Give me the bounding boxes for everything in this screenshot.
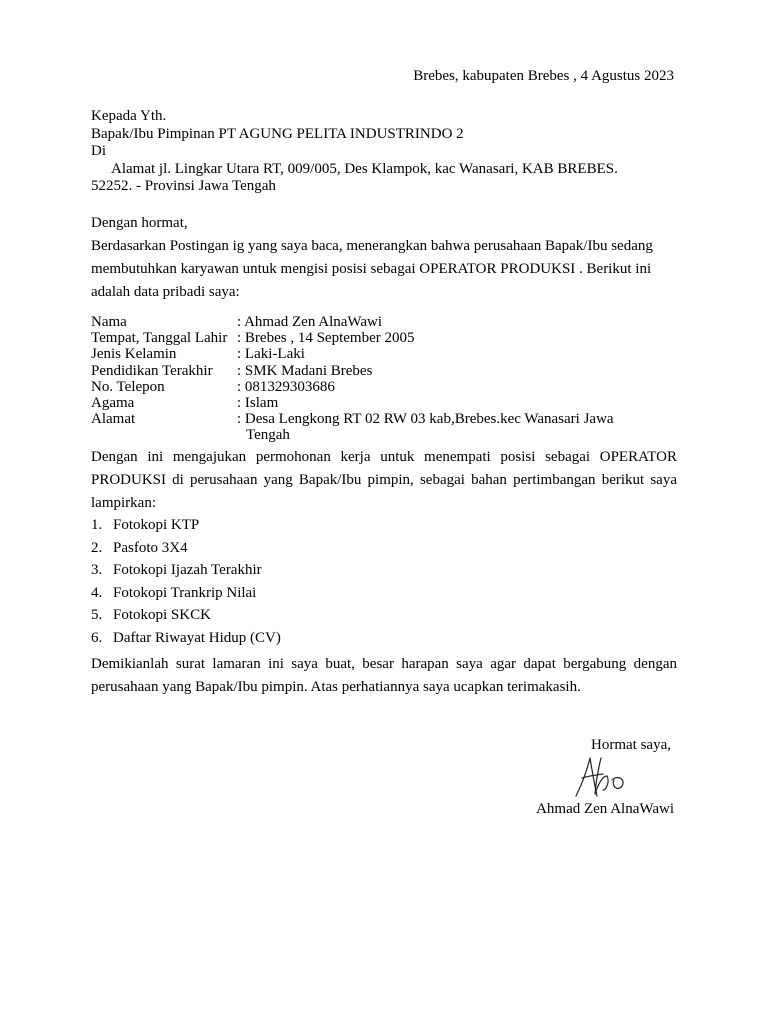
info-value: : SMK Madani Brebes [237, 362, 373, 379]
list-text: Fotokopi Trankrip Nilai [113, 584, 257, 601]
info-value-line: Tengah [246, 427, 290, 444]
list-number: 4. [91, 584, 103, 601]
list-number: 3. [91, 562, 103, 579]
list-item [91, 537, 281, 560]
info-value: : Laki-Laki [237, 346, 305, 363]
info-label: Alamat [91, 411, 136, 428]
list-number: 2. [91, 539, 103, 556]
recipient-address: Alamat jl. Lingkar Utara RT, 009/005, Des Klampok, kac Wanasari, KAB BREBES. [111, 160, 618, 177]
info-label: No. Telepon [91, 378, 165, 395]
list-text: Pasfoto 3X4 [113, 539, 188, 556]
info-value: : Islam [237, 395, 279, 412]
attachment-list [91, 514, 281, 650]
closing-paragraph: Demikianlah surat lamaran ini saya buat, besar harapan saya agar dapat bergabung dengan perusahaan yang Bapak/Ibu pimpin. Atas perhatiannya saya ucapkan terimakasih. [91, 656, 677, 695]
date-line: Brebes, kabupaten Brebes , 4 Agustus 2023 [413, 68, 674, 84]
recipient-line: Di [91, 143, 106, 159]
handwritten-signature [570, 752, 630, 800]
list-number: 5. [91, 607, 103, 624]
info-row [91, 314, 677, 330]
list-text: Fotokopi KTP [113, 517, 200, 533]
info-label: Jenis Kelamin [91, 346, 177, 363]
info-row [91, 330, 677, 346]
intro-paragraph: Berdasarkan Postingan ig yang saya baca, menerangkan bahwa perusahaan Bapak/Ibu sedang membutuhkan karyawan untuk mengisi posisi sebagai OPERATOR PRODUKSI . Berikut ini adalah data pribadi saya: [91, 238, 653, 300]
info-row [91, 346, 677, 362]
list-text: Fotokopi Ijazah Terakhir [113, 562, 262, 579]
info-row [91, 395, 677, 411]
list-item [91, 559, 281, 582]
info-value: : Brebes , 14 September 2005 [237, 330, 415, 347]
info-row [91, 411, 677, 443]
sign-greeting: Hormat saya, [591, 737, 671, 753]
recipient-line: Bapak/Ibu Pimpinan PT AGUNG PELITA INDUSTRINDO 2 [91, 125, 464, 142]
signer-name: Ahmad Zen AlnaWawi [536, 801, 674, 817]
info-label: Nama [91, 314, 127, 330]
list-item [91, 627, 281, 650]
info-value [237, 411, 677, 443]
info-value: : Ahmad Zen AlnaWawi [237, 314, 383, 330]
info-label: Tempat, Tanggal Lahir [91, 330, 228, 347]
info-row [91, 363, 677, 379]
recipient-line: Kepada Yth. [91, 108, 167, 124]
list-item [91, 514, 281, 537]
list-text: Fotokopi SKCK [113, 607, 211, 624]
info-label: Agama [91, 395, 135, 412]
info-value-line: : Desa Lengkong RT 02 RW 03 kab,Brebes.kec Wanasari Jawa [237, 411, 614, 428]
list-number: 6. [91, 629, 103, 646]
personal-info-table [91, 314, 677, 444]
salutation: Dengan hormat, [91, 215, 188, 231]
list-item [91, 582, 281, 605]
info-row [91, 379, 677, 395]
list-text: Daftar Riwayat Hidup (CV) [113, 629, 281, 646]
list-number: 1. [91, 517, 103, 533]
application-paragraph: Dengan ini mengajukan permohonan kerja untuk menempati posisi sebagai OPERATOR PRODUKSI di perusahaan yang Bapak/Ibu pimpin, sebagai bahan pertimbangan berikut saya lampirkan: [91, 449, 677, 511]
list-item [91, 604, 281, 627]
recipient-postal: 52252. - Provinsi Jawa Tengah [91, 178, 276, 194]
info-value: : 081329303686 [237, 378, 335, 395]
recipient-block [91, 108, 618, 196]
info-label: Pendidikan Terakhir [91, 362, 213, 379]
